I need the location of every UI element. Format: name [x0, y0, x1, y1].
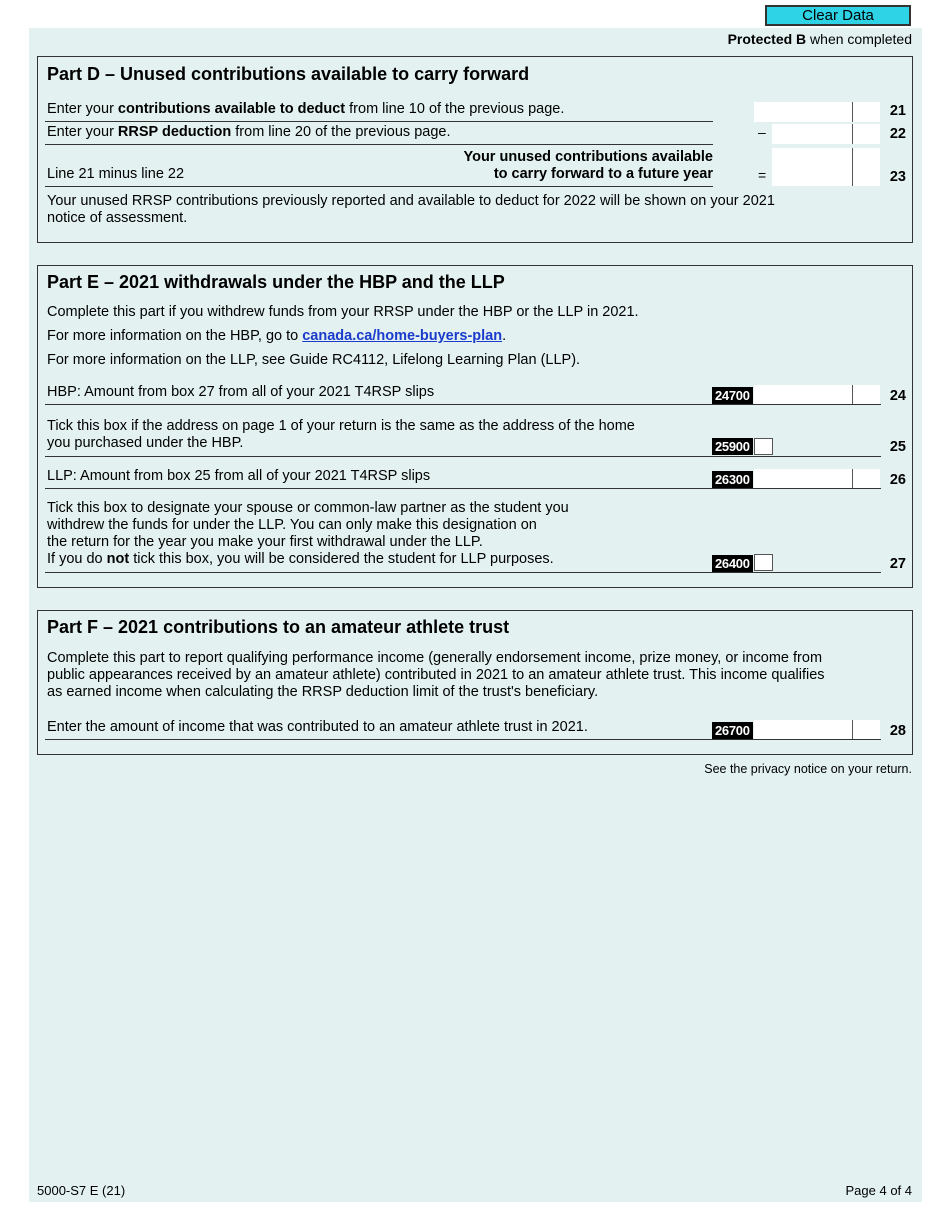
part-f-title: Part F – 2021 contributions to an amateur athlete trust: [47, 617, 510, 637]
line-22-minus-sign: –: [758, 124, 766, 140]
line-22-number: 22: [889, 126, 906, 142]
line-27-number: 27: [889, 556, 906, 572]
line-25-address-checkbox[interactable]: [754, 438, 773, 455]
line-24-code: 24700: [712, 387, 753, 404]
line-25-label-2: you purchased under the HBP.: [47, 435, 244, 451]
part-f-intro-3: as earned income when calculating the RRSP deduction limit of the trust's beneficiary.: [47, 684, 599, 700]
line-22-label: Enter your RRSP deduction from line 20 of the previous page.: [47, 124, 451, 140]
line-28-cents-divider: [852, 720, 853, 739]
part-e-hbp-info: For more information on the HBP, go to canada.ca/home-buyers-plan.: [47, 328, 507, 344]
line-23-amount-field[interactable]: [772, 148, 880, 186]
line-24-number: 24: [889, 388, 906, 404]
line-27-designate-checkbox[interactable]: [754, 554, 773, 571]
line-23-rule: [45, 186, 713, 187]
line-23-cents-divider: [852, 148, 853, 186]
part-d-title: Part D – Unused contributions available to carry forward: [47, 64, 530, 84]
hbp-link[interactable]: canada.ca/home-buyers-plan: [302, 328, 503, 344]
line-23-equals-sign: =: [758, 167, 767, 183]
line-24-rule: [45, 404, 881, 405]
line-22-cents-divider: [852, 124, 853, 144]
line-23-description-2: to carry forward to a future year: [493, 166, 713, 182]
line-25-rule: [45, 456, 881, 457]
line-21-amount-field[interactable]: [754, 102, 880, 122]
line-25-code: 25900: [712, 438, 753, 455]
part-d-note-2: notice of assessment.: [47, 210, 188, 226]
line-27-label-1: Tick this box to designate your spouse or common-law partner as the student you: [47, 500, 569, 516]
line-27-rule: [45, 572, 881, 573]
part-e-intro: Complete this part if you withdrew funds from your RRSP under the HBP or the LLP in 2021.: [47, 304, 639, 320]
page-number: Page 4 of 4: [845, 1183, 912, 1198]
line-22-rule: [45, 144, 713, 145]
part-f-intro-2: public appearances received by an amateur athlete) contributed in 2021 to an amateur athlete trust. This income qualifies: [47, 667, 825, 683]
line-27-label-4: If you do not tick this box, you will be considered the student for LLP purposes.: [47, 551, 554, 567]
clear-data-button[interactable]: Clear Data: [765, 5, 911, 26]
line-21-rule: [45, 121, 713, 122]
line-23-number: 23: [889, 169, 906, 185]
line-26-cents-divider: [852, 469, 853, 488]
line-24-label: HBP: Amount from box 27 from all of your 2021 T4RSP slips: [47, 384, 435, 400]
line-28-code: 26700: [712, 722, 753, 739]
part-e-title: Part E – 2021 withdrawals under the HBP and the LLP: [47, 272, 505, 292]
line-26-label: LLP: Amount from box 25 from all of your 2021 T4RSP slips: [47, 468, 431, 484]
line-24-amount-field[interactable]: [754, 385, 880, 404]
line-24-cents-divider: [852, 385, 853, 404]
line-21-number: 21: [889, 103, 906, 119]
line-28-number: 28: [889, 723, 906, 739]
part-d-note-1: Your unused RRSP contributions previously reported and available to deduct for 2022 will be shown on your 2021: [47, 193, 775, 209]
line-28-rule: [45, 739, 881, 740]
line-26-code: 26300: [712, 471, 753, 488]
line-23-label: Line 21 minus line 22: [47, 166, 185, 182]
line-26-rule: [45, 488, 881, 489]
line-28-label: Enter the amount of income that was contributed to an amateur athlete trust in 2021.: [47, 719, 588, 735]
line-27-label-2: withdrew the funds for under the LLP. You can only make this designation on: [47, 517, 537, 533]
privacy-notice: See the privacy notice on your return.: [704, 762, 912, 776]
form-identifier: 5000-S7 E (21): [37, 1183, 126, 1198]
line-27-label-3: the return for the year you make your first withdrawal under the LLP.: [47, 534, 483, 550]
line-22-amount-field[interactable]: [772, 124, 880, 144]
line-26-amount-field[interactable]: [754, 469, 880, 488]
line-21-label: Enter your contributions available to deduct from line 10 of the previous page.: [47, 101, 565, 117]
line-25-label-1: Tick this box if the address on page 1 of your return is the same as the address of the home: [47, 418, 635, 434]
part-e-llp-info: For more information on the LLP, see Guide RC4112, Lifelong Learning Plan (LLP).: [47, 352, 581, 368]
line-21-cents-divider: [852, 102, 853, 122]
line-27-code: 26400: [712, 555, 753, 572]
part-f-intro-1: Complete this part to report qualifying performance income (generally endorsement income, prize money, or income from: [47, 650, 823, 666]
line-25-number: 25: [889, 439, 906, 455]
line-28-amount-field[interactable]: [754, 720, 880, 739]
protected-b-label: Protected B when completed: [727, 31, 912, 47]
line-23-description-1: Your unused contributions available: [463, 149, 713, 165]
line-26-number: 26: [889, 472, 906, 488]
